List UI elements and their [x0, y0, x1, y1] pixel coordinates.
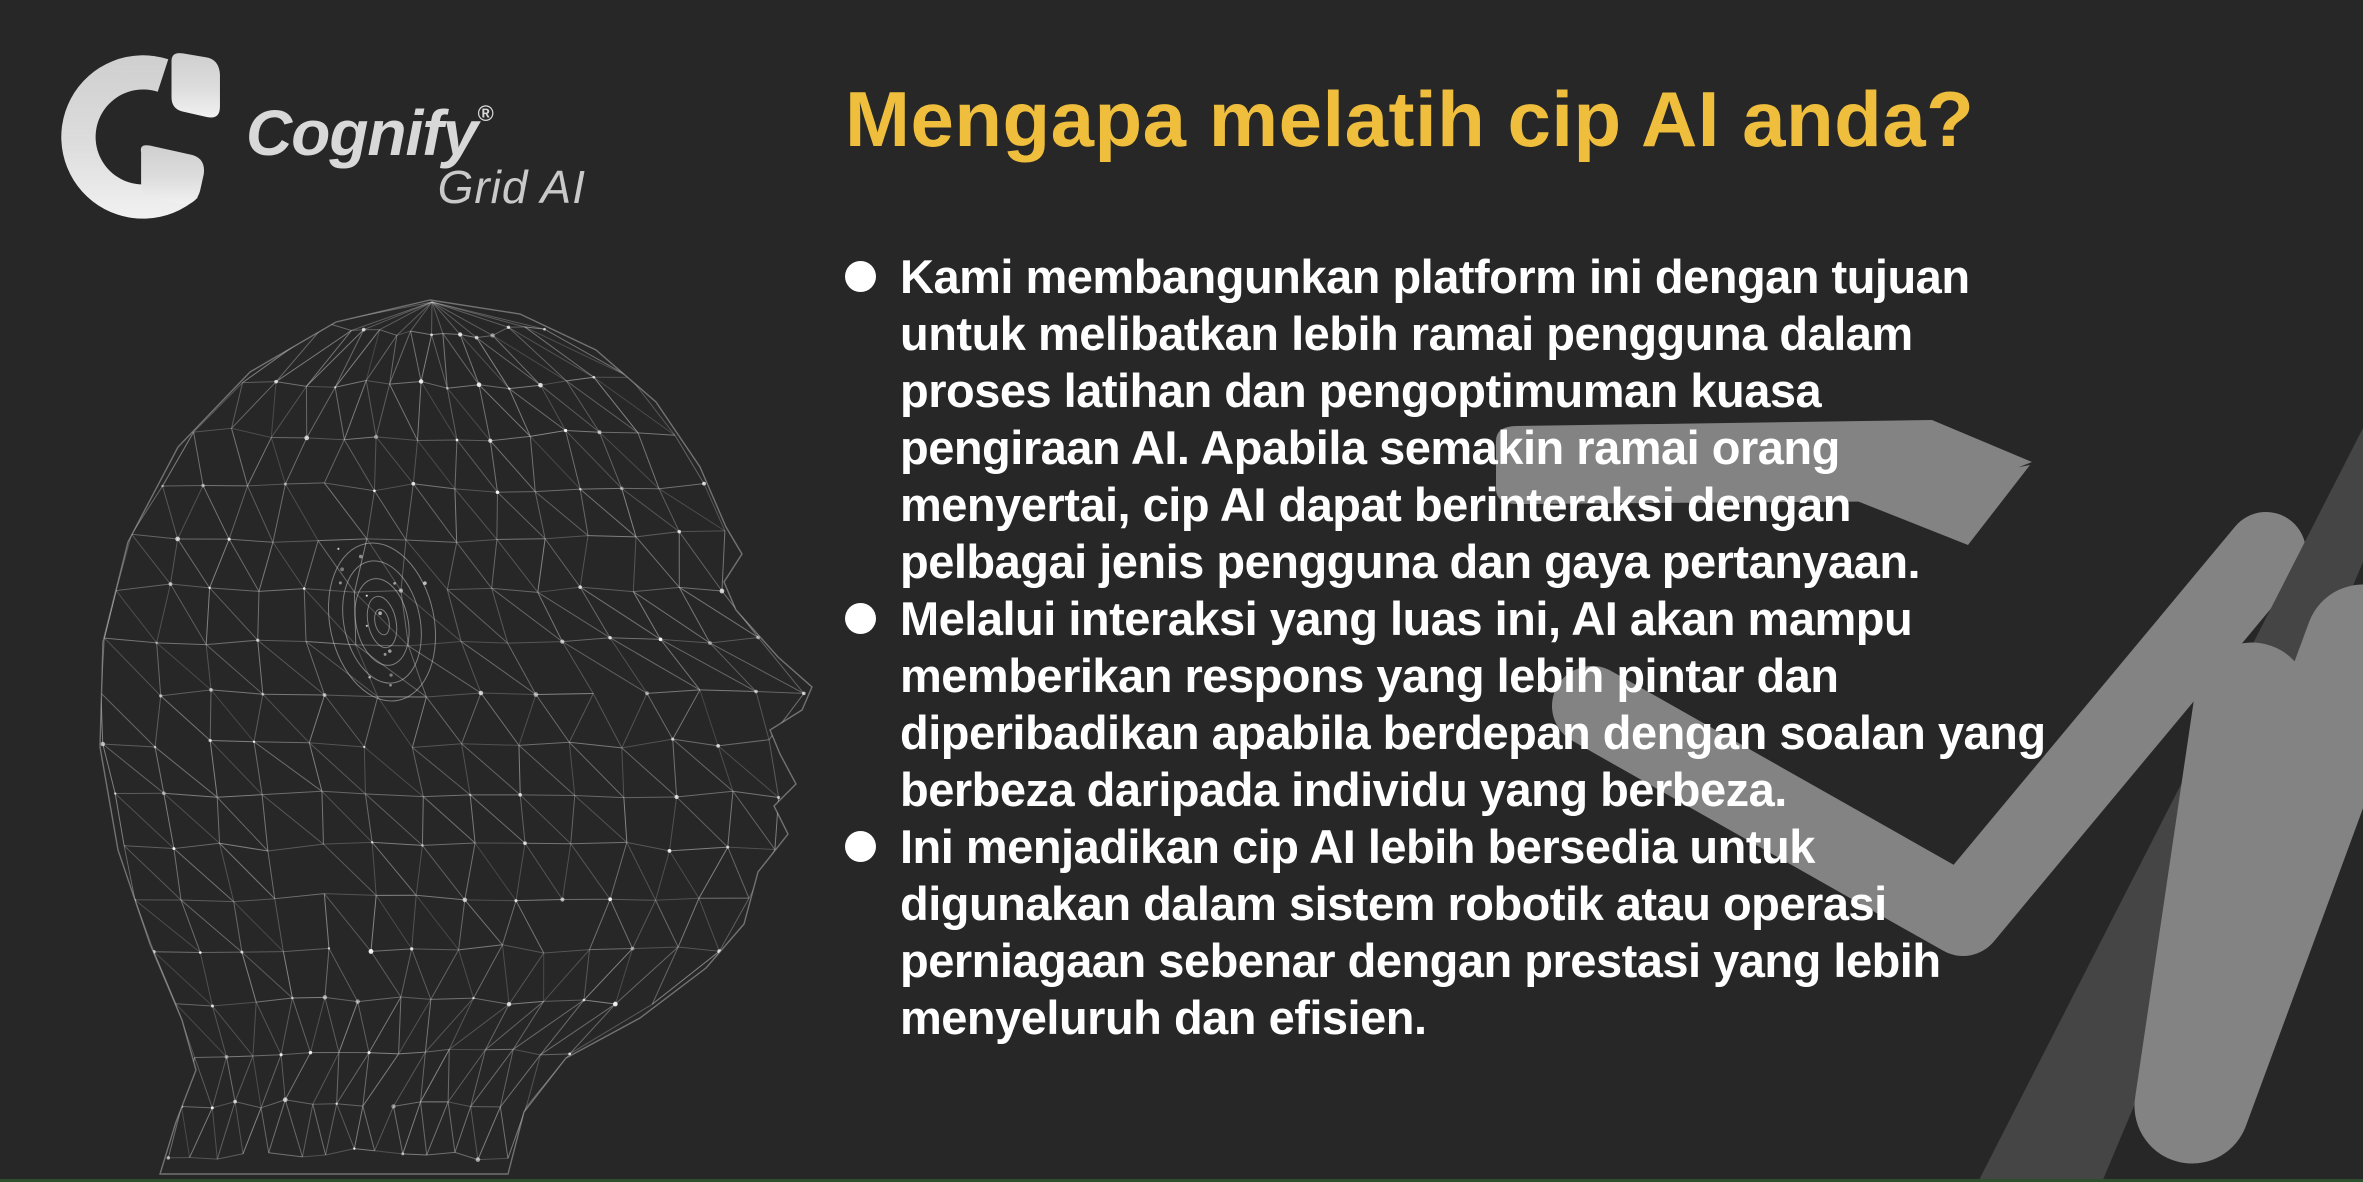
- slide-title: Mengapa melatih cip AI anda?: [845, 75, 1975, 163]
- text-line: memberikan respons yang lebih pintar dan: [900, 649, 1839, 702]
- head-mesh: [101, 302, 806, 1162]
- bullet-dot-icon: [845, 603, 876, 634]
- bullet-text-1: [900, 248, 1970, 590]
- bullet-item-3: [845, 818, 2046, 1046]
- brand-name: [246, 82, 598, 169]
- bullet-dot-icon: [845, 831, 876, 862]
- cognify-logo-icon: [48, 42, 238, 232]
- text-line: proses latihan dan pengoptimuman kuasa: [900, 364, 1822, 417]
- bullet-item-2: [845, 590, 2046, 818]
- text-line: diperibadikan apabila berdepan dengan soalan yang: [900, 706, 2046, 759]
- brand-subtitle: Grid AI: [437, 161, 586, 213]
- text-line: pengiraan AI. Apabila semakin ramai orang: [900, 421, 1840, 474]
- bullet-dot-icon: [845, 261, 876, 292]
- text-line: Ini menjadikan cip AI lebih bersedia untuk: [900, 820, 1815, 873]
- text-line: pelbagai jenis pengguna dan gaya pertanyaan.: [900, 535, 1921, 588]
- chevron-corner-shape: [2192, 642, 2363, 1106]
- text-line: digunakan dalam sistem robotik atau operasi: [900, 877, 1887, 930]
- wireframe-head-graphic: [0, 182, 860, 1182]
- bullet-item-1: [845, 248, 2046, 590]
- bullet-text-3: [900, 818, 1941, 1046]
- text-line: menyeluruh dan efisien.: [900, 991, 1427, 1044]
- text-line: Melalui interaksi yang luas ini, AI akan mampu: [900, 592, 1913, 645]
- text-line: perniagaan sebenar dengan prestasi yang lebih: [900, 934, 1941, 987]
- text-line: berbeza daripada individu yang berbeza.: [900, 763, 1787, 816]
- brand-logo: [48, 34, 608, 244]
- bullet-text-2: [900, 590, 2046, 818]
- text-line: menyertai, cip AI dapat berinteraksi dengan: [900, 478, 1851, 531]
- text-line: Kami membangunkan platform ini dengan tujuan: [900, 250, 1970, 303]
- brand-name-text: Cognify: [246, 97, 478, 169]
- bullet-list: [845, 248, 2046, 1046]
- text-line: untuk melibatkan lebih ramai pengguna dalam: [900, 307, 1913, 360]
- registered-mark: ®: [477, 101, 494, 126]
